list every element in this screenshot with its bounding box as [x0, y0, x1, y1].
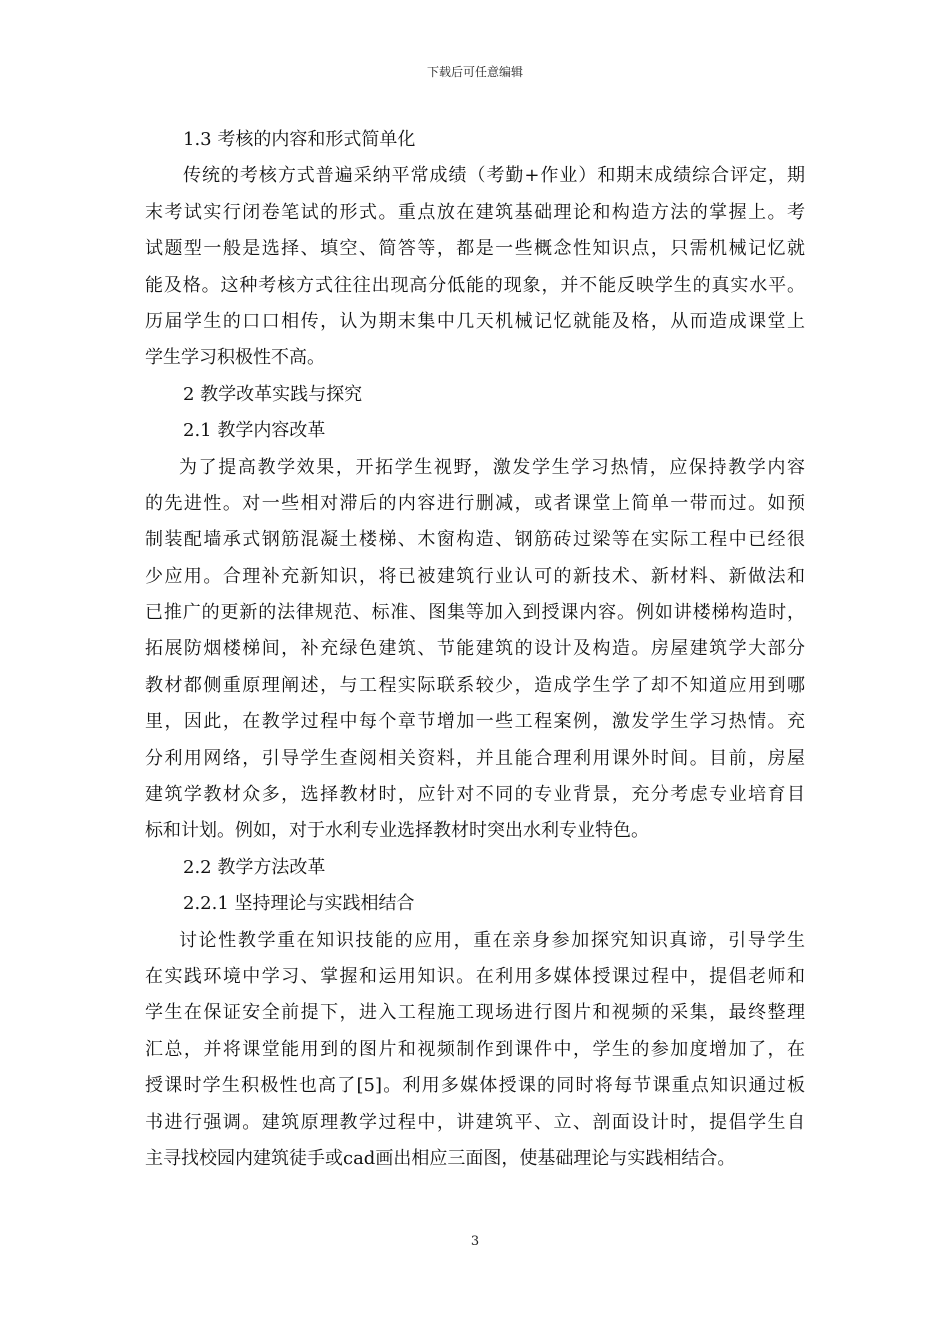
paragraph-line: 的先进性。对一些相对滞后的内容进行删减，或者课堂上简单一带而过。如预 — [145, 492, 805, 514]
paragraph-line: 讨论性教学重在知识技能的应用，重在亲身参加探究知识真谛，引导学生 — [179, 929, 805, 951]
paragraph-assessment — [145, 158, 805, 376]
paragraph-line: 在实践环境中学习、掌握和运用知识。在利用多媒体授课过程中，提倡老师和 — [145, 965, 805, 987]
paragraph-line: 历届学生的口口相传，认为期末集中几天机械记忆就能及格，从而造成课堂上 — [145, 310, 805, 332]
paragraph-teaching-content — [145, 450, 805, 850]
page-header: 下载后可任意编辑 — [426, 65, 523, 79]
paragraph-line: 汇总，并将课堂能用到的图片和视频制作到课件中，学生的参加度增加了，在 — [145, 1038, 805, 1060]
paragraph-line: 主寻找校园内建筑徒手或cad画出相应三面图，使基础理论与实践相结合。 — [145, 1147, 736, 1169]
paragraph-theory-practice — [145, 923, 805, 1178]
paragraph-line: 建筑学教材众多，选择教材时，应针对不同的专业背景，充分考虑专业培育目 — [145, 784, 805, 806]
paragraph-line: 为了提高教学效果，开拓学生视野，激发学生学习热情，应保持教学内容 — [179, 456, 805, 478]
section-heading-2-2: 2.2 教学方法改革 — [183, 856, 326, 878]
paragraph-line: 学生在保证安全前提下，进入工程施工现场进行图片和视频的采集，最终整理 — [145, 1002, 805, 1024]
paragraph-line: 制装配墙承式钢筋混凝土楼梯、木窗构造、钢筋砖过梁等在实际工程中已经很 — [145, 529, 805, 551]
paragraph-line: 试题型一般是选择、填空、简答等，都是一些概念性知识点，只需机械记忆就 — [145, 238, 805, 260]
paragraph-line: 已推广的更新的法律规范、标准、图集等加入到授课内容。例如讲楼梯构造时， — [145, 602, 805, 624]
paragraph-line: 标和计划。例如，对于水利专业选择教材时突出水利专业特色。 — [145, 820, 649, 842]
paragraph-line: 授课时学生积极性也高了[5]。利用多媒体授课的同时将每节课重点知识通过板 — [145, 1075, 805, 1097]
paragraph-line: 书进行强调。建筑原理教学过程中，讲建筑平、立、剖面设计时，提倡学生自 — [145, 1111, 805, 1133]
paragraph-line: 里，因此，在教学过程中每个章节增加一些工程案例，激发学生学习热情。充 — [145, 711, 805, 733]
paragraph-line: 末考试实行闭卷笔试的形式。重点放在建筑基础理论和构造方法的掌握上。考 — [145, 201, 805, 223]
section-heading-1-3: 1.3 考核的内容和形式简单化 — [183, 129, 416, 150]
section-heading-2-1: 2.1 教学内容改革 — [183, 420, 326, 442]
section-heading-2: 2 教学改革实践与探究 — [183, 383, 363, 405]
paragraph-line: 分利用网络，引导学生查阅相关资料，并且能合理利用课外时间。目前，房屋 — [145, 747, 805, 769]
section-heading-2-2-1: 2.2.1 坚持理论与实践相结合 — [183, 893, 415, 915]
paragraph-line: 学生学习积极性不高。 — [145, 347, 325, 369]
paragraph-line: 教材都侧重原理阐述，与工程实际联系较少，造成学生学了却不知道应用到哪 — [145, 674, 805, 696]
page-number: 3 — [470, 1234, 480, 1249]
paragraph-line: 能及格。这种考核方式往往出现高分低能的现象，并不能反映学生的真实水平。 — [145, 274, 805, 296]
paragraph-line: 拓展防烟楼梯间，补充绿色建筑、节能建筑的设计及构造。房屋建筑学大部分 — [145, 638, 805, 660]
paragraph-line: 传统的考核方式普遍采纳平常成绩（考勤+作业）和期末成绩综合评定，期 — [183, 165, 805, 187]
document-body — [145, 122, 805, 1177]
paragraph-line: 少应用。合理补充新知识，将已被建筑行业认可的新技术、新材料、新做法和 — [145, 565, 805, 587]
